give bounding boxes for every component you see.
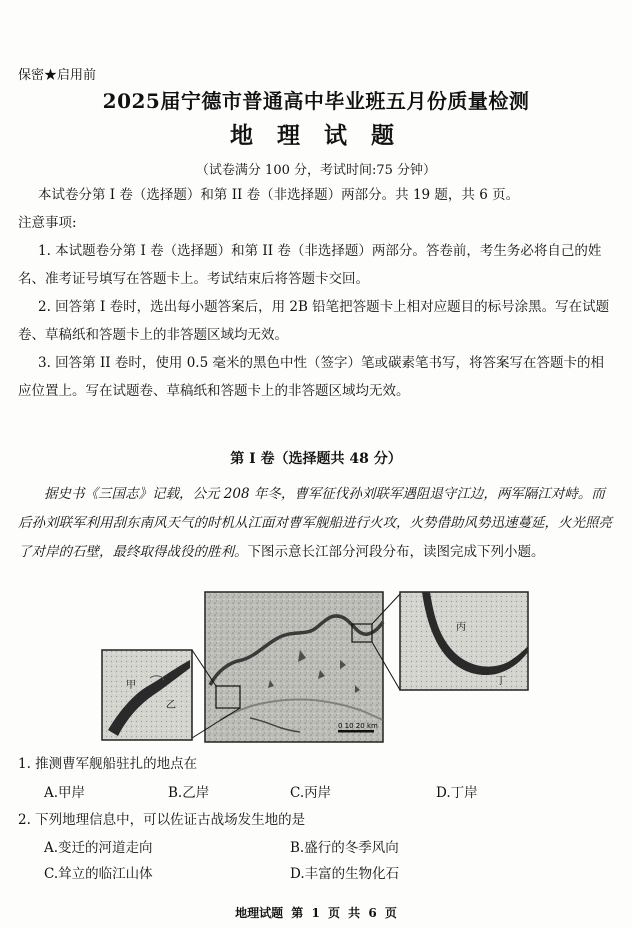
question-2-option-b: B.盛行的冬季风向 <box>290 840 399 856</box>
question-2-stem: 2. 下列地理信息中，可以佐证古战场发生地的是 <box>18 812 306 828</box>
question-2-option-a: A.变迁的河道走向 <box>44 840 153 856</box>
question-1-option-a: A.甲岸 <box>44 785 86 801</box>
question-1-option-d: D.丁岸 <box>436 785 478 801</box>
label-ding: 丁 <box>496 676 506 687</box>
question-1-option-b: B.乙岸 <box>168 785 210 801</box>
section-title: 第 I 卷（选择题共 48 分） <box>230 451 402 467</box>
scale-bar <box>338 730 374 733</box>
label-jia: 甲 <box>126 680 136 691</box>
passage-quote: 据史书《三国志》记载，公元 208 年冬，曹军征伐孙刘联军遇阻退守江边，两军隔江对峙。而后孙刘联军利用刮东南风天气的时机从江面对曹军舰船进行火攻，火势借助风势迅速蔓延，火光照亮了对岸的石壁，最终取得战役的胜利。 <box>18 486 612 560</box>
passage-instruction: 下图示意长江部分河段分布，读图完成下列小题。 <box>247 544 545 560</box>
note-item-1: 1. 本试题卷分第 I 卷（选择题）和第 II 卷（非选择题）两部分。答卷前，考生务必将自己的姓名、准考证号填写在答题卡上。考试结束后将答题卡交回。 <box>18 243 602 287</box>
question-1-stem: 1. 推测曹军舰船驻扎的地点在 <box>18 756 198 772</box>
river-map-svg <box>100 590 530 744</box>
subject-title: 地 理 试 题 <box>229 122 403 149</box>
yangtze-river-figure <box>100 590 530 744</box>
question-2-option-d: D.丰富的生物化石 <box>290 866 400 882</box>
left-inset-map <box>102 650 192 740</box>
right-inset-map <box>400 592 528 690</box>
confidential-mark: 保密★启用前 <box>18 68 97 83</box>
passage <box>18 480 618 567</box>
note-item-2: 2. 回答第 I 卷时，选出每小题答案后，用 2B 铅笔把答题卡上相对应题目的标号涂黑。写在试题卷、草稿纸和答题卡上的非答题区域均无效。 <box>18 299 610 343</box>
note-item-3: 3. 回答第 II 卷时，使用 0.5 毫米的黑色中性（签字）笔或碳素笔书写，将答案写在答题卡的相应位置上。写在试题卷、草稿纸和答题卡上的非答题区域均无效。 <box>18 355 604 399</box>
exam-title: 2025届宁德市普通高中毕业班五月份质量检测 <box>102 89 530 113</box>
question-2-option-c: C.耸立的临江山体 <box>44 866 153 882</box>
page-footer: 地理试题 第 1 页 共 6 页 <box>235 906 397 920</box>
notes-title: 注意事项: <box>18 215 77 231</box>
time-note: （试卷满分 100 分，考试时间:75 分钟） <box>195 163 437 178</box>
intro-text: 本试卷分第 I 卷（选择题）和第 II 卷（非选择题）两部分。共 19 题，共 6 页。 <box>38 187 520 203</box>
main-map <box>205 592 383 742</box>
label-bing: 丙 <box>456 622 466 633</box>
scale-label: 0 10 20 km <box>338 722 378 730</box>
question-1-option-c: C.丙岸 <box>290 785 332 801</box>
label-yi: 乙 <box>166 700 176 711</box>
